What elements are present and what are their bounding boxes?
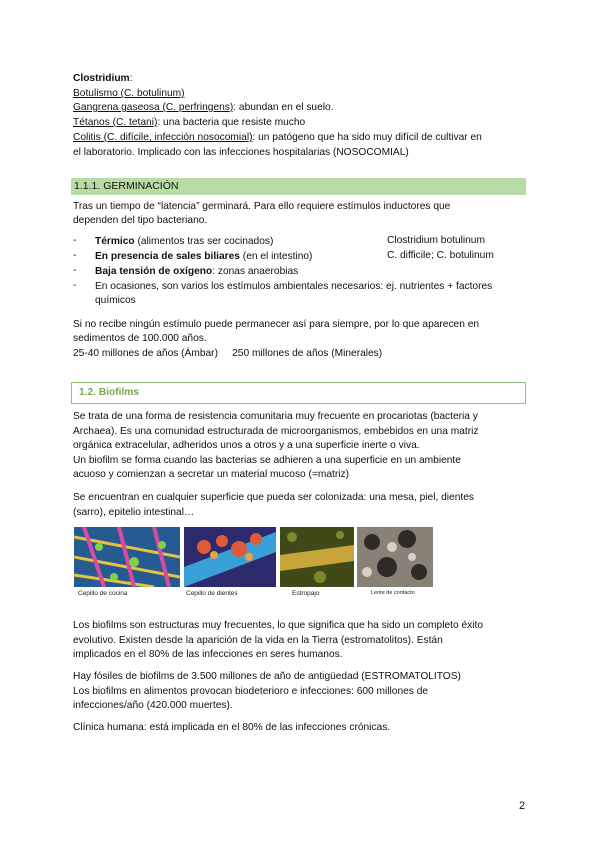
biofilms-a5: acuoso y comienzan a secretar un material mucoso (=matriz)	[73, 469, 350, 480]
list-item-estimulos: En ocasiones, son varios los estímulos ambientales necesarios: ej. nutrientes + factores	[95, 281, 493, 292]
biofilms-a2: Archaea). Es una comunidad estructurada de microorganismos, embebidos en una matriz	[73, 426, 479, 437]
biofilms-d3: infecciones/año (420.000 muertes).	[73, 700, 233, 711]
germinacion-p1: Si no recibe ningún estímulo puede permanecer así para siempre, por lo que aparecen en	[73, 319, 480, 330]
germinacion-intro-2: dependen del tipo bacteriano.	[73, 215, 208, 226]
bullet-dash: -	[73, 235, 77, 246]
list-item-termico: Térmico (alimentos tras ser cocinados)	[95, 236, 274, 247]
biofilms-e1: Clínica humana: está implicada en el 80% de las infecciones crónicas.	[73, 722, 391, 733]
biofilms-heading-box	[71, 382, 526, 404]
tetanos-line: Tétanos (C. tetani): una bacteria que resiste mucho	[73, 117, 306, 128]
biofilms-b2: (sarro), epitelio intestinal…	[73, 507, 195, 518]
biofilms-b1: Se encuentran en cualquier superficie que pueda ser colonizada: una mesa, piel, dientes	[73, 492, 474, 503]
caption-cepillo-cocina: Cepillo de cocina	[78, 590, 128, 597]
biofilms-c1: Los biofilms son estructuras muy frecuentes, lo que significa que ha sido un completo éxito	[73, 620, 483, 631]
caption-estropajo: Estropajo	[292, 590, 320, 597]
colitis-line-cont: el laboratorio. Implicado con las infecciones hospitalarias (NOSOCOMIAL)	[73, 147, 409, 158]
bullet-dash: -	[73, 265, 77, 276]
biofilms-a3: orgánica extracelular, adheridos unos a otros y a una superficie inerte o viva.	[73, 440, 420, 451]
biofilms-d2: Los biofilms en alimentos provocan biodeterioro e infecciones: 600 millones de	[73, 686, 429, 697]
list-item-sales-biliares-organism: C. difficile; C. botulinum	[387, 250, 494, 261]
bullet-dash: -	[73, 250, 77, 261]
scouring-pad-biofilm-image	[280, 527, 354, 587]
caption-lente-contacto: Lente de contacto	[371, 590, 415, 596]
clostridium-title-line: Clostridium:	[73, 73, 133, 84]
biofilms-heading: 1.2. Biofilms	[79, 387, 140, 398]
toothbrush-biofilm-image	[184, 527, 276, 587]
page-number: 2	[519, 800, 526, 812]
list-item-oxigeno: Baja tensión de oxígeno: zonas anaerobias	[95, 266, 299, 277]
contact-lens-biofilm-image	[357, 527, 433, 587]
germinacion-p2: sedimentos de 100.000 años.	[73, 333, 207, 344]
biofilms-d1: Hay fósiles de biofilms de 3.500 millones de año de antigüedad (ESTROMATOLITOS)	[73, 671, 461, 682]
list-item-termico-organism: Clostridium botulinum	[387, 235, 485, 246]
biofilms-a1: Se trata de una forma de resistencia comunitaria muy frecuente en procariotas (bacteria y	[73, 411, 478, 422]
colitis-line: Colitis (C. difícile, infección nosocomial): un patógeno que ha sido muy difícil de cultivar en	[73, 132, 482, 143]
germinacion-p3: 25-40 millones de años (Ámbar) 250 millones de años (Minerales)	[73, 348, 383, 359]
clostridium-title: Clostridium	[73, 73, 130, 84]
biofilms-c3: implicados en el 80% de las infecciones en seres humanos.	[73, 649, 343, 660]
germinacion-heading-band	[71, 178, 526, 195]
germinacion-intro-1: Tras un tiempo de “latencia” germinará. Para ello requiere estímulos inductores que	[73, 201, 451, 212]
caption-cepillo-dientes: Cepillo de dientes	[186, 590, 238, 597]
list-item-estimulos-cont: químicos	[95, 295, 136, 306]
gangrena-line: Gangrena gaseosa (C. perfringens): abundan en el suelo.	[73, 102, 334, 113]
biofilms-a4: Un biofilm se forma cuando las bacterias se adhieren a una superficie en un ambiente	[73, 455, 461, 466]
germinacion-heading: 1.1.1. GERMINACIÓN	[74, 180, 179, 192]
bullet-dash: -	[73, 280, 77, 291]
botulismo-line: Botulismo (C. botulinum)	[73, 88, 185, 99]
biofilms-c2: evolutivo. Existen desde la aparición de la vida en la Tierra (estromatolitos). Están	[73, 635, 443, 646]
kitchen-brush-biofilm-image	[74, 527, 180, 587]
list-item-sales-biliares: En presencia de sales biliares (en el intestino)	[95, 251, 313, 262]
